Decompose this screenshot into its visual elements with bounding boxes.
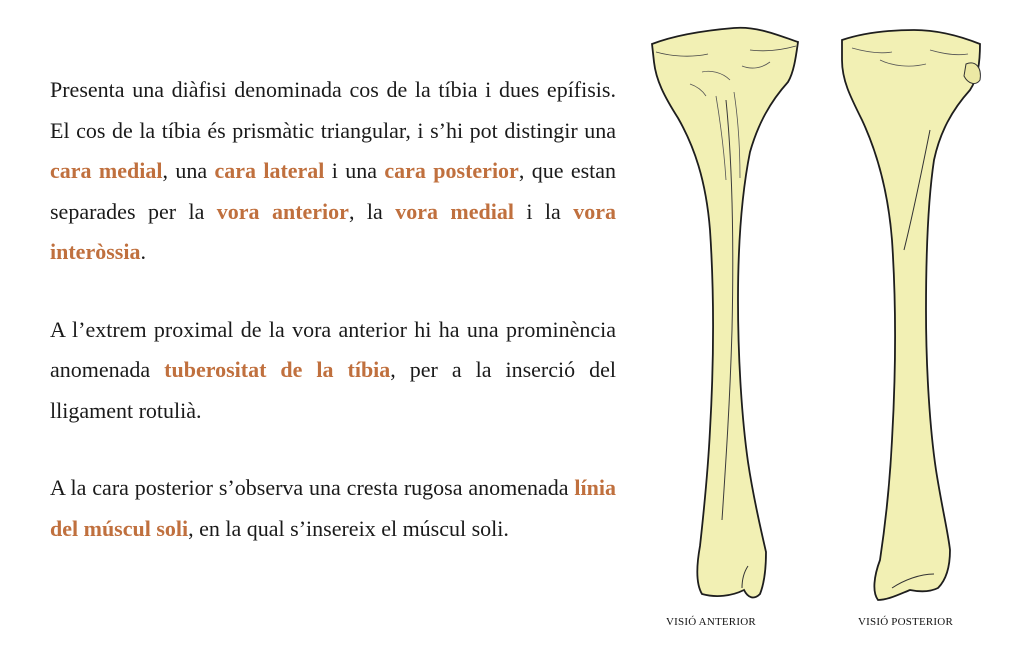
- body-text: A la cara posterior s’observa una cresta rugosa anomenada: [50, 475, 575, 500]
- caption-posterior-view: VISIÓ POSTERIOR: [858, 616, 953, 628]
- anatomy-term: cara lateral: [214, 158, 325, 183]
- body-text: i una: [324, 158, 385, 183]
- anatomy-term: tuberositat de la tíbia: [164, 357, 391, 382]
- body-text: , en la qual s’insereix el múscul soli.: [188, 515, 509, 541]
- anatomy-term: vora anterior: [216, 198, 349, 224]
- body-text: i la: [513, 198, 574, 224]
- tibia-posterior-view: [842, 30, 980, 600]
- paragraph-diaphysis: [50, 70, 616, 273]
- body-text: , que estan separades per la: [50, 158, 617, 224]
- anatomy-term: línia del múscul soli: [50, 475, 616, 541]
- anatomy-term: cara posterior: [384, 158, 519, 183]
- body-text: , la: [348, 198, 396, 224]
- body-text: , per a la inserció del lligament rotulià.: [50, 357, 616, 423]
- caption-anterior-view: VISIÓ ANTERIOR: [666, 616, 756, 628]
- anatomy-term: vora medial: [395, 198, 514, 224]
- tibia-figure: [630, 0, 1024, 658]
- body-text: Presenta una diàfisi denominada cos de la tíbia i dues epífisis. El cos de la tíbia és prismàtic triangular, i s’hi pot distingir una: [50, 77, 616, 143]
- tibia-anterior-view: [652, 28, 798, 598]
- body-text: A l’extrem proximal de la vora anterior hi ha una prominència anomenada: [50, 316, 616, 382]
- anatomy-term: cara medial: [50, 158, 163, 183]
- tibia-anterior-outline: [652, 28, 798, 598]
- tibia-posterior-outline: [842, 30, 980, 600]
- paragraph-soleal-line: [50, 468, 616, 549]
- body-text: .: [140, 239, 146, 264]
- tibia-posterior-facet: [964, 63, 980, 84]
- anatomy-term: vora interòssia: [50, 198, 616, 264]
- body-text: , una: [162, 158, 215, 183]
- tibia-illustration: [630, 0, 1024, 658]
- paragraph-tuberosity: [50, 310, 616, 432]
- description-text: [50, 70, 616, 586]
